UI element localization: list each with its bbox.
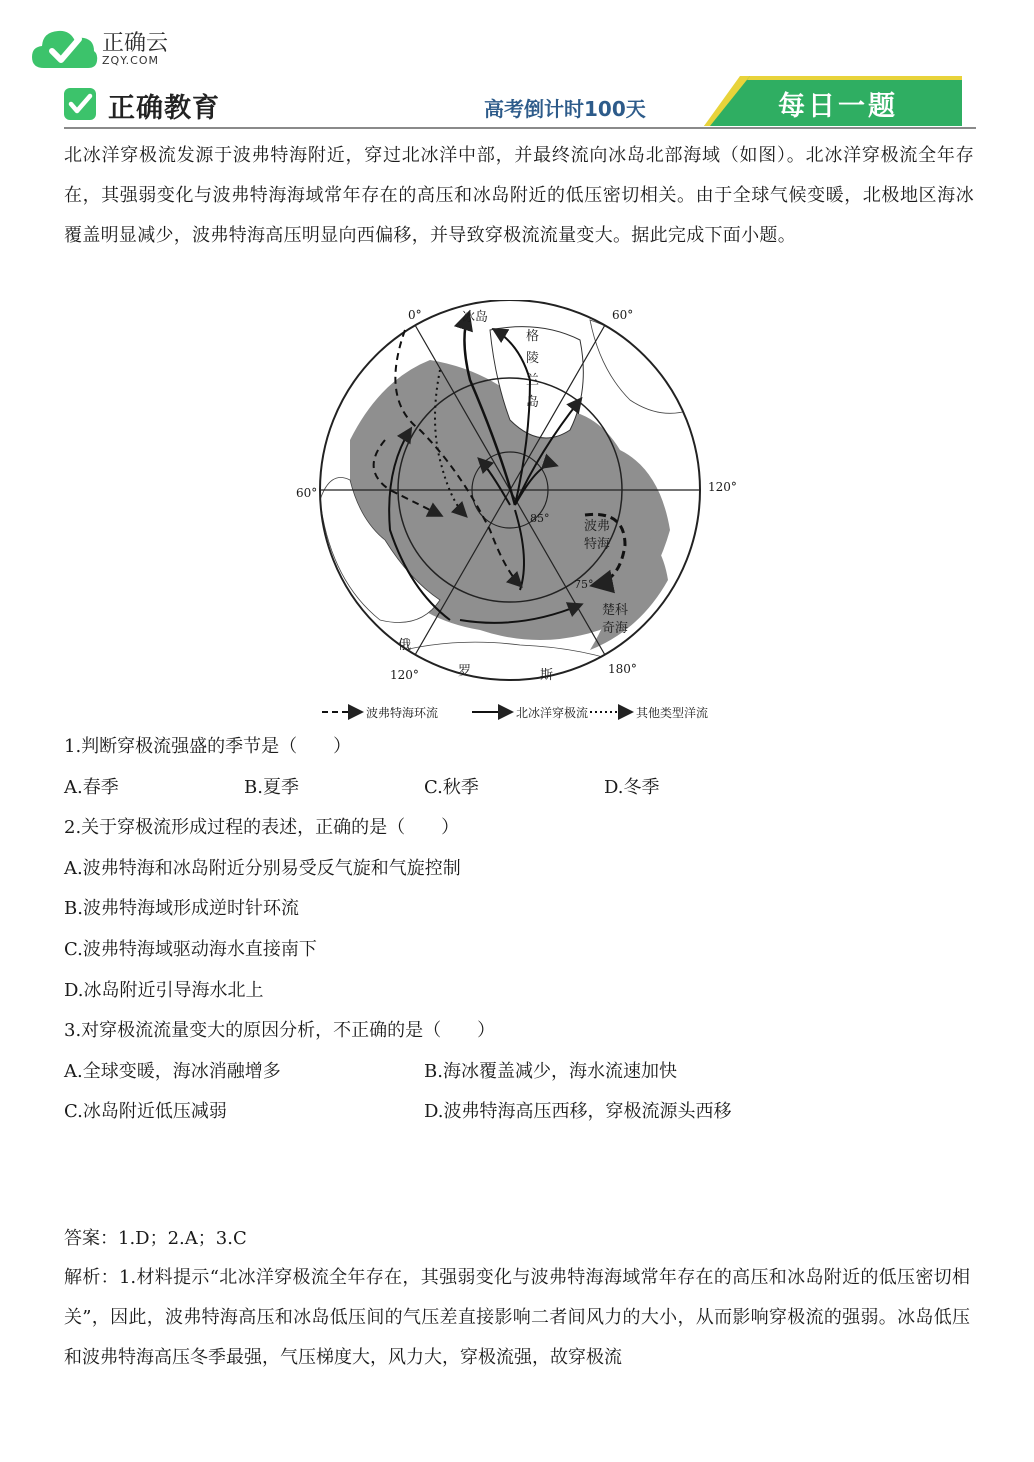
zqy-logo	[30, 24, 190, 74]
map-label-beaufort-sea: 波弗 特海	[584, 519, 611, 552]
daily-question-banner	[704, 76, 962, 126]
map-legend	[320, 702, 740, 722]
brand-header	[64, 84, 974, 128]
q3-option-c[interactable]: C.冰岛附近低压减弱	[64, 1101, 227, 1122]
q1-option-c[interactable]: C.秋季	[424, 777, 479, 798]
map-label-0: 0°	[408, 308, 422, 322]
legend-beaufort-gyre: 波弗特海环流	[366, 706, 439, 720]
map-label-greenland: 格 陵 兰 岛	[526, 329, 540, 410]
q2-option-a[interactable]: A.波弗特海和冰岛附近分别易受反气旋和气旋控制	[64, 858, 461, 879]
map-label-75: 75°	[574, 578, 594, 591]
map-label-120-right: 120°	[708, 480, 737, 494]
map-label-russia-3: 斯	[540, 668, 554, 683]
map-label-chukchi-sea: 楚科 奇海	[602, 603, 629, 636]
map-label-iceland: 冰岛	[462, 310, 489, 325]
q1-option-d[interactable]: D.冬季	[604, 777, 660, 798]
q3-option-a[interactable]: A.全球变暖，海冰消融增多	[64, 1061, 281, 1082]
q3-stem: 3.对穿极流流量变大的原因分析，不正确的是（ ）	[64, 1020, 496, 1041]
analysis-text: 解析：1.材料提示“北冰洋穿极流全年存在，其强弱变化与波弗特海海域常年存在的高压和冰岛附近的低压密切相关”，因此，波弗特海高压和冰岛低压间的气压差直接影响二者间风力的大小，从而影响穿极流的强弱。冰岛低压和波弗特海高压冬季最强，气压梯度大，风力大，穿极流强，故穿极流	[64, 1267, 970, 1368]
legend-other-currents: 其他类型洋流	[636, 706, 709, 720]
logo-text: 正确云	[102, 31, 169, 56]
q2-option-c[interactable]: C.波弗特海域驱动海水直接南下	[64, 939, 317, 960]
q1-option-a[interactable]: A.春季	[64, 777, 119, 798]
map-label-russia-2: 罗	[458, 664, 472, 679]
passage-text: 北冰洋穿极流发源于波弗特海附近，穿过北冰洋中部，并最终流向冰岛北部海域（如图）。北冰洋穿极流全年存在，其强弱变化与波弗特海海域常年存在的高压和冰岛附近的低压密切相关。由于全球气候变暖，北极地区海冰覆盖明显减少，波弗特海高压明显向西偏移，并导致穿极流流量变大。据此完成下面小题。	[64, 145, 974, 246]
banner-label: 每日一题	[778, 91, 898, 122]
logo-domain: ZQY.COM	[102, 54, 160, 67]
q2-option-d[interactable]: D.冰岛附近引导海水北上	[64, 980, 264, 1001]
map-label-60-top: 60°	[612, 308, 634, 322]
q1-option-b[interactable]: B.夏季	[244, 777, 299, 798]
q3-option-d[interactable]: D.波弗特海高压西移，穿极流源头西移	[424, 1101, 732, 1122]
cloud-check-icon	[30, 24, 100, 74]
answer-key: 答案：1.D；2.A；3.C	[64, 1228, 247, 1249]
q2-option-b[interactable]: B.波弗特海域形成逆时针环流	[64, 898, 299, 919]
q3-option-b[interactable]: B.海冰覆盖减少，海水流速加快	[424, 1061, 677, 1082]
map-label-60-left: 60°	[296, 486, 318, 500]
map-disk	[320, 320, 690, 720]
map-label-180: 180°	[608, 662, 637, 676]
q1-stem: 1.判断穿极流强盛的季节是（ ）	[64, 736, 352, 757]
arctic-current-map	[290, 300, 750, 730]
map-label-85: 85°	[530, 512, 550, 525]
q2-stem: 2.关于穿极流形成过程的表述，正确的是（ ）	[64, 817, 460, 838]
header-divider	[64, 127, 976, 129]
map-label-120-bottom: 120°	[390, 668, 419, 682]
brand-name: 正确教育	[108, 93, 220, 124]
checkmark-icon	[64, 88, 96, 120]
legend-transpolar-drift: 北冰洋穿极流	[516, 706, 589, 720]
countdown-text: 高考倒计时100天	[484, 97, 646, 121]
map-label-russia-1: 俄	[398, 638, 412, 653]
